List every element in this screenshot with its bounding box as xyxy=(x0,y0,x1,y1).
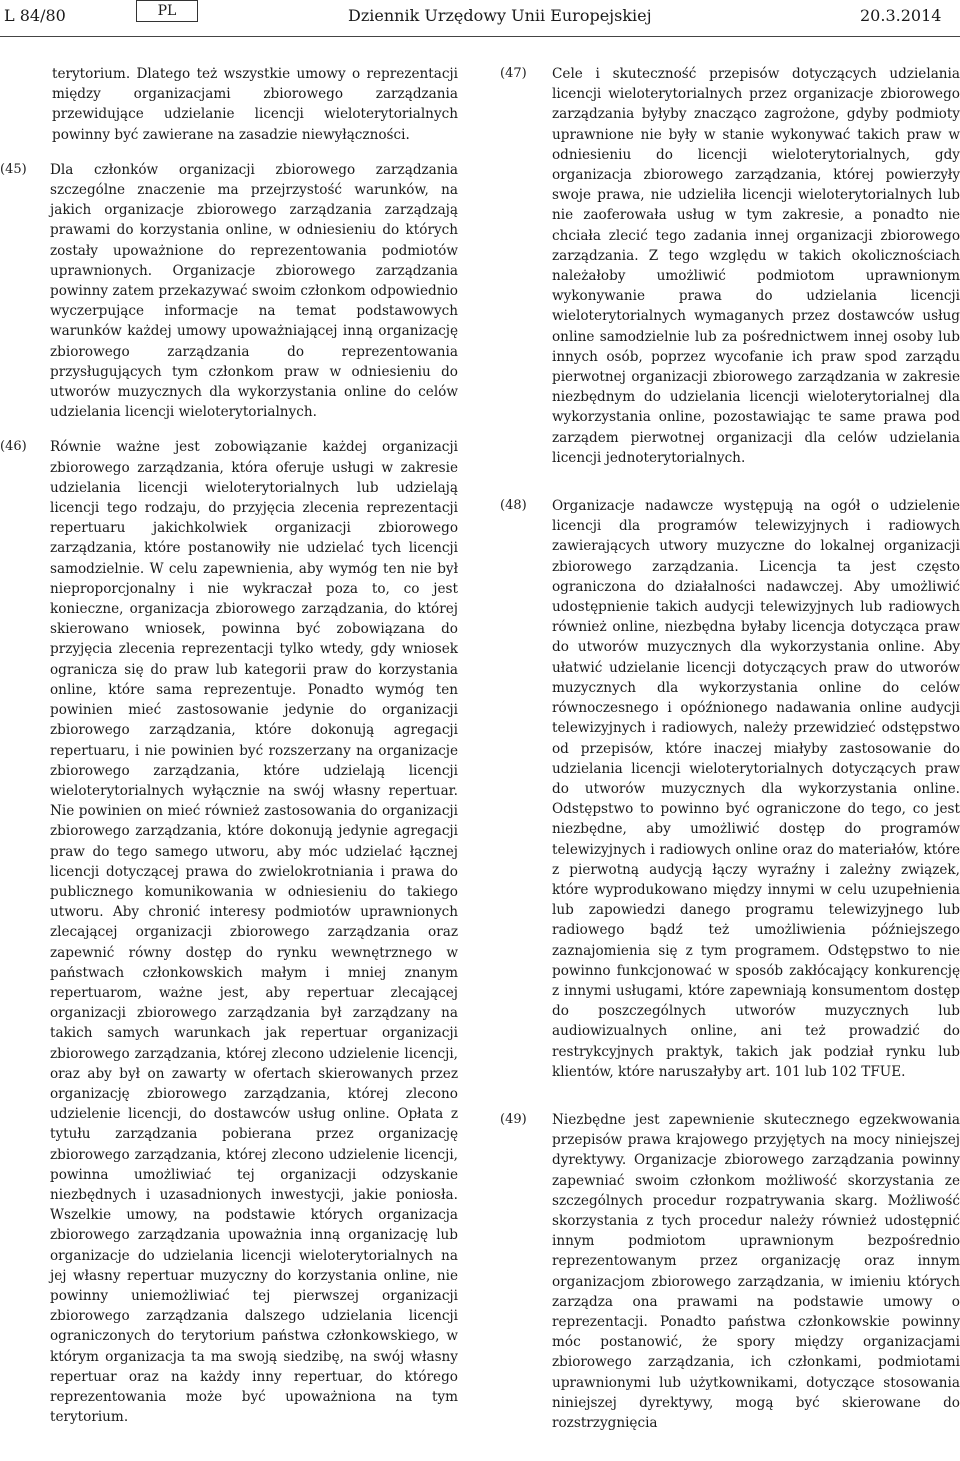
recital-47 xyxy=(500,64,960,468)
journal-title: Dziennik Urzędowy Unii Europejskiej xyxy=(348,6,652,25)
recital-45 xyxy=(0,160,458,423)
recital-text: Niezbędne jest zapewnienie skutecznego egzekwowania przepisów prawa krajowego przyjętych na mocy niniejszej dyrektywy. Organizacje zbiorowego zarządzania powinny zapewniać swoim członkom możliwość skorzystania ze szczególnych procedur rozpatrywania skarg. Możliwość skorzystania z tych procedur należy również udostępnić innym podmiotom uprawnionym bezpośrednio reprezentowanym przez organizację oraz innym organizacjom zbiorowego zarządzania, w imieniu których zarządza ona prawami na podstawie umowy o reprezentacji. Ponadto państwa członkowskie powinny móc postanowić, że spory między organizacjami zbiorowego zarządzania, ich członkami, podmiotami uprawnionymi lub użytkownikami, dotyczące stosowania niniejszej dyrektywy, mogą być skierowane do rozstrzygnięcia xyxy=(552,1111,960,1431)
publication-date: 20.3.2014 xyxy=(860,6,942,25)
language-badge: PL xyxy=(136,0,198,22)
recital-number: (48) xyxy=(500,498,527,514)
paragraph-text: terytorium. Dlatego też wszystkie umowy o reprezentacji między organizacjami zbiorowego zarządzania przewidujące udzielanie licencji wieloterytorialnych powinny być zawierane na zasadzie niewyłączności. xyxy=(52,66,458,143)
continuation-paragraph xyxy=(0,64,458,145)
recital-number: (45) xyxy=(0,161,27,177)
recital-49 xyxy=(500,1110,960,1433)
recital-text: Równie ważne jest zobowiązanie każdej organizacji zbiorowego zarządzania, która oferuje usługi w zakresie udzielania licencji wieloterytorialnych lub udzielają licencji tego rodzaju, do przyjęcia zlecenia reprezentacji repertuaru jakichkolwiek organizacji zbiorowego zarządzania, które postanowiły nie udzielać tych licencji samodzielnie. W celu zapewnienia, aby wymóg ten nie był nieproporcjonalny i nie wykraczał poza to, co jest konieczne, organizacja zbiorowego zarządzania, do której skierowano wniosek, powinna być zobowiązana do przyjęcia zlecenia reprezentacji tylko wtedy, gdy wniosek ogranicza się do praw lub kategorii praw do korzystania online, które sama reprezentuje. Ponadto wymóg ten powinien mieć zastosowanie jedynie do organizacji zbiorowego zarządzania, które dokonują agregacji repertuaru, i nie powinien być rozszerzany na organizacje zbiorowego zarządzania, które udzielają licencji wieloterytorialnych wyłącznie na swój własny repertuar. Nie powinien on mieć również zastosowania do organizacji zbiorowego zarządzania, które dokonują jedynie agregacji praw do tego samego utworu, aby móc udzielać łącznej licencji dotyczącej prawa do zwielokrotniania i prawa do publicznego komunikowania w odniesieniu do takiego utworu. Aby chronić interesy podmiotów uprawnionych zlecającej organizacji zbiorowego zarządzania oraz zapewnić równy dostęp do rynku wewnętrznego w państwach członkowskich małym i mniej znanym repertuarom, ważne jest, aby repertuar zlecającej organizacji zbiorowego zarządzania był zarządzany na takich samych warunkach jak repertuar organizacji zbiorowego zarządzania, której zlecono udzielenie licencji, oraz aby był on zawarty w ofertach skierowanych przez organizację zbiorowego zarządzania, której zlecono udzielenie licencji, do dostawców usług online. Opłata z tytułu zarządzania pobierana przez organizację zbiorowego zarządzania, której zlecono udzielenie licencji, powinna umożliwiać tej organizacji odzyskanie niezbędnych i uzasadnionych inwestycji, jakie poniosła. Wszelkie umowy, na podstawie których organizacja zbiorowego zarządzania upoważnia inną organizację lub organizacje do udzielania licencji wieloterytorialnych na jej własny repertuar muzyczny do korzystania online, nie powinny uniemożliwiać tej pierwszej organizacji zbiorowego zarządzania dalszego udzielania licencji ograniczonych do terytorium państwa członkowskiego, w którym organizacja ta ma swoją siedzibę, na swój własny repertuar oraz na każdy inny repertuar, do którego reprezentowania może być upoważniona na tym terytorium. xyxy=(50,439,458,1426)
recital-number: (49) xyxy=(500,1111,527,1127)
page-header xyxy=(0,0,960,36)
recital-number: (47) xyxy=(500,66,527,81)
left-column xyxy=(0,64,458,1442)
page-number: L 84/80 xyxy=(4,6,66,25)
recital-number: (46) xyxy=(0,439,27,455)
recital-text: Organizacje nadawcze występują na ogół o udzielenie licencji dla programów telewizyjnych i radiowych zawierających utwory muzyczne do lokalnej organizacji zbiorowego zarządzania. Licencja ta jest często ograniczona do działalności nadawczej. Aby umożliwić udostępnienie takich audycji telewizyjnych lub radiowych również online, niezbędna byłaby licencja dotycząca praw do utworów muzycznych dla wykorzystania online. Aby ułatwić udzielanie licencji dotyczących praw do utworów muzycznych dla wykorzystania online do celów równoczesnego i opóźnionego nadawania online audycji telewizyjnych i radiowych, należy przewidzieć odstępstwo od przepisów, które inaczej miałyby zastosowanie do udzielania licencji wieloterytorialnych dotyczących praw do utworów muzycznych dla wykorzystania online. Odstępstwo to powinno być ograniczone do tego, co jest niezbędne, aby umożliwić dostęp do programów telewizyjnych i radiowych online oraz do materiałów, które z pierwotną audycją łączy wyraźny i zależny związek, które wyprodukowano między innymi w celu uzupełnienia lub zapowiedzi danego programu telewizyjnego lub radiowego bądź też umożliwienia późniejszego zaznajomienia się z tym programem. Odstępstwo to nie powinno funkcjonować w sposób zakłócający konkurencję z innymi usługami, które zapewniają konsumentom dostęp do poszczególnych utworów muzycznych lub audiowizualnych online, ani też prowadzić do restrykcyjnych praktyk, takich jak podział rynku lub klientów, które naruszałyby art. 101 lub 102 TFUE. xyxy=(552,498,960,1080)
right-column xyxy=(500,64,960,1461)
recital-46 xyxy=(0,437,458,1427)
recital-text: Dla członków organizacji zbiorowego zarządzania szczególne znaczenie ma przejrzystość warunków, na jakich organizacje zbiorowego zarządzania zarządzają prawami do korzystania online, w odniesieniu do których zostały upoważnione do reprezentowania podmiotów uprawnionych. Organizacje zbiorowego zarządzania powinny zatem przekazywać swoim członkom odpowiednio wyczerpujące informacje na temat podstawowych warunków każdej umowy upoważniającej inną organizację zbiorowego zarządzania do reprezentowania przysługujących tym członkom praw w odniesieniu do utworów muzycznych dla wykorzystania online do celów udzielania licencji wieloterytorialnych. xyxy=(50,161,458,421)
header-divider xyxy=(0,36,960,37)
recital-text: Cele i skuteczność przepisów dotyczących udzielania licencji wieloterytorialnych przez organizacje zbiorowego zarządzania byłyby znacząco zagrożone, gdyby podmioty uprawnione nie były w stanie wykonywać takich praw w odniesieniu do licencji wieloterytorialnych, gdy organizacja zbiorowego zarządzania, której powierzyły swoje prawa, nie udzieliła licencji wieloterytorialnych lub nie zaoferowała usług w tym zakresie, a ponadto nie chciała zlecić tego zadania innej organizacji zbiorowego zarządzania. Z tego względu w takich okolicznościach należałoby umożliwić podmiotom uprawnionym wykonywanie prawa do udzielania licencji wieloterytorialnych wymaganych przez dostawców usług online samodzielnie lub za pośrednictwem innej osoby lub innych osób, poprzez wycofanie ich praw spod zarządu pierwotnej organizacji zbiorowego zarządzania w zakresie niezbędnym do udzielania licencji wieloterytorialnej dla wykorzystania online, pozostawiając te same prawa pod zarządem pierwotnej organizacji dla celów udzielania licencji jednoterytorialnych. xyxy=(552,66,960,466)
recital-48 xyxy=(500,496,960,1082)
